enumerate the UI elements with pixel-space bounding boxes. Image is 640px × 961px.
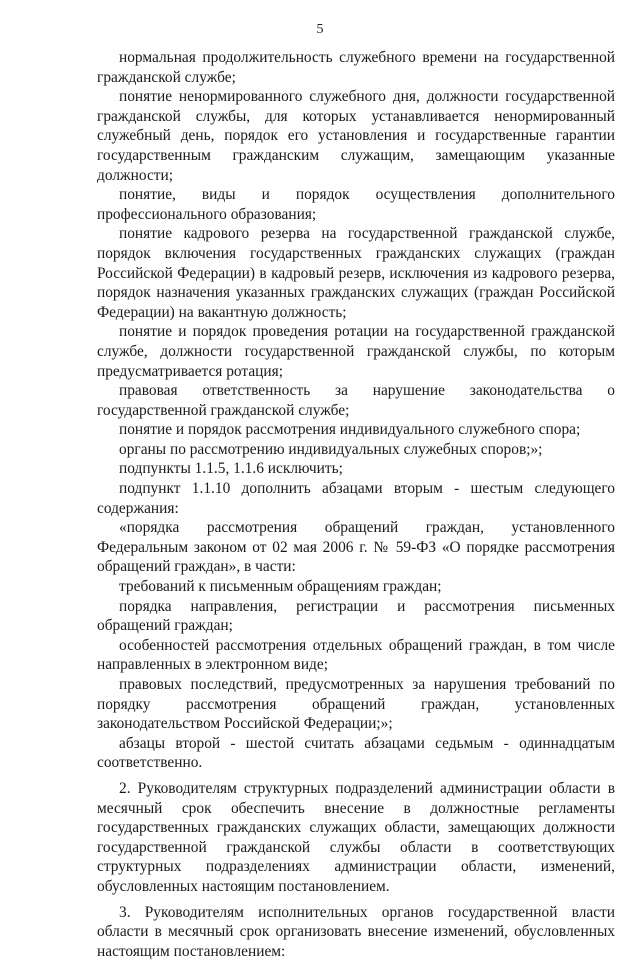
paragraph: правовых последствий, предусмотренных за нарушения требований по порядку рассмотрения обращений граждан, установленных законодательством Российской Федерации;»;	[97, 676, 615, 733]
paragraph: понятие и порядок рассмотрения индивидуального служебного спора;	[119, 421, 581, 439]
paragraph: понятие, виды и порядок осуществления дополнительного профессионального образования;	[97, 186, 615, 223]
page-number: 5	[316, 22, 324, 37]
paragraph: понятие кадрового резерва на государственной гражданской службе, порядок включения государственных гражданских служащих (граждан Российской Федерации) в кадровый резерв, исключения из кадрового резерва, порядок назначения указанных гражданских служащих (граждан Российской Федерации) на вакантную должность;	[97, 225, 615, 321]
paragraph: порядка направления, регистрации и рассмотрения письменных обращений граждан;	[97, 597, 615, 635]
paragraph: 3. Руководителям исполнительных органов государственной власти области в месячный срок организовать внесение изменений, обусловленных настоящим постановлением:	[97, 903, 615, 960]
paragraph: понятие и порядок проведения ротации на государственной гражданской службе, должности государственной гражданской службы, по которым предусматривается ротация;	[97, 323, 615, 380]
paragraph: понятие ненормированного служебного дня, должности государственной гражданской службы, для которых устанавливается ненормированный служебный день, порядок его установления и государственные гарантии государственным гражданским служащим, замещающим указанные должности;	[97, 88, 615, 184]
paragraph: абзацы второй - шестой считать абзацами седьмым - одиннадцатым соответственно.	[97, 734, 615, 772]
paragraph: 2. Руководителям структурных подразделений администрации области в месячный срок обеспечить внесение в должностные регламенты государственных гражданских служащих области, замещающих должности государственной гражданской службы области в соответствующих структурных подразделениях администрации области, изменений, обусловленных настоящим постановлением.	[97, 779, 615, 895]
paragraph: подпункты 1.1.5, 1.1.6 исключить;	[119, 460, 343, 478]
paragraph: подпункт 1.1.10 дополнить абзацами вторым - шестым следующего содержания:	[97, 480, 615, 517]
paragraph: особенностей рассмотрения отдельных обращений граждан, в том числе направленных в электронном виде;	[97, 636, 615, 674]
document-body	[97, 48, 615, 961]
paragraph: органы по рассмотрению индивидуальных служебных споров;»;	[119, 440, 543, 458]
paragraph: правовая ответственность за нарушение законодательства о государственной гражданской службе;	[97, 382, 615, 419]
paragraph: «порядка рассмотрения обращений граждан, установленного Федеральным законом от 02 мая 2006 г. № 59-ФЗ «О порядке рассмотрения обращений граждан», в части:	[97, 519, 615, 576]
paragraph: нормальная продолжительность служебного времени на государственной гражданской службе;	[97, 49, 615, 86]
paragraph: требований к письменным обращениям граждан;	[119, 578, 442, 596]
